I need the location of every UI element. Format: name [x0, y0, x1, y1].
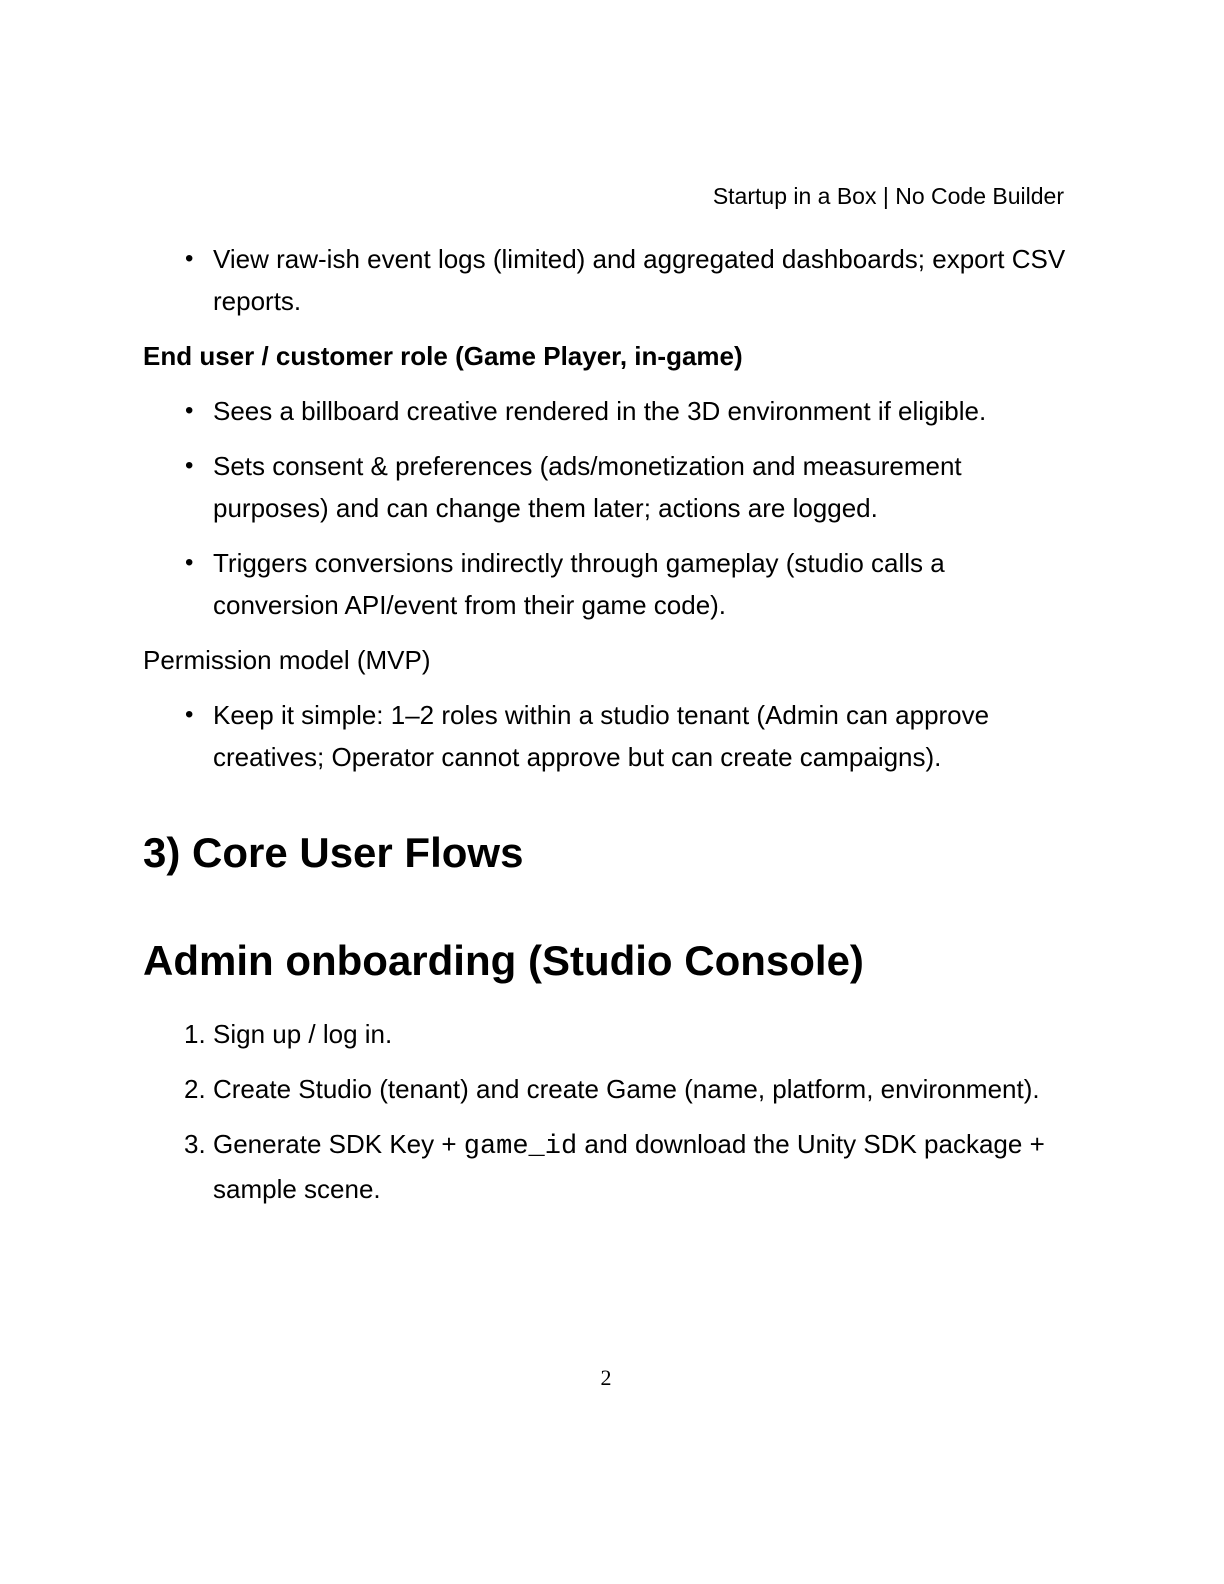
end-user-bullet-list: [143, 390, 1073, 626]
list-item-text: Keep it simple: 1–2 roles within a studio tenant (Admin can approve creatives; Operator cannot approve but can create campaigns).: [213, 700, 990, 772]
permission-bullet-list: [143, 694, 1073, 778]
list-item: [143, 1068, 1073, 1110]
list-item-text: Sign up / log in.: [213, 1019, 393, 1049]
list-item-text: Sets consent & preferences (ads/monetization and measurement purposes) and can change them later; actions are logged.: [213, 451, 962, 523]
admin-onboarding-heading: Admin onboarding (Studio Console): [143, 937, 864, 984]
list-item: [143, 1013, 1073, 1055]
document-body: [143, 238, 1073, 1223]
list-item: [143, 1123, 1073, 1210]
list-item-text-after: and download the Unity SDK package + sample scene.: [213, 1129, 1045, 1204]
step-number: 2.: [184, 1074, 206, 1104]
bullet-icon: •: [185, 397, 194, 424]
list-item: [143, 390, 1073, 432]
list-item-text: Triggers conversions indirectly through gameplay (studio calls a conversion API/event from their game code).: [213, 548, 945, 620]
step-number: 1.: [184, 1019, 206, 1049]
section-heading: 3) Core User Flows: [143, 829, 524, 876]
list-item-text: Sees a billboard creative rendered in the 3D environment if eligible.: [213, 396, 987, 426]
list-item-text-before: Generate SDK Key +: [213, 1129, 464, 1159]
bullet-icon: •: [185, 245, 194, 272]
step-number: 3.: [184, 1129, 206, 1159]
page-header: Startup in a Box | No Code Builder: [712, 183, 1064, 209]
list-item: [143, 238, 1073, 322]
onboarding-steps-list: [143, 1013, 1073, 1210]
bullet-icon: •: [185, 452, 194, 479]
bullet-icon: •: [185, 549, 194, 576]
list-item: [143, 542, 1073, 626]
list-item-text: Create Studio (tenant) and create Game (name, platform, environment).: [213, 1074, 1040, 1104]
list-item: [143, 694, 1073, 778]
bullet-icon: •: [185, 701, 194, 728]
permission-model-heading: Permission model (MVP): [143, 645, 431, 675]
inline-code: game_id: [463, 1132, 578, 1162]
top-bullet-list: [143, 238, 1073, 322]
list-item-text: View raw-ish event logs (limited) and aggregated dashboards; export CSV reports.: [213, 244, 1066, 316]
end-user-role-heading: End user / customer role (Game Player, in-game): [143, 341, 743, 371]
list-item: [143, 445, 1073, 529]
page-number: 2: [600, 1365, 612, 1390]
